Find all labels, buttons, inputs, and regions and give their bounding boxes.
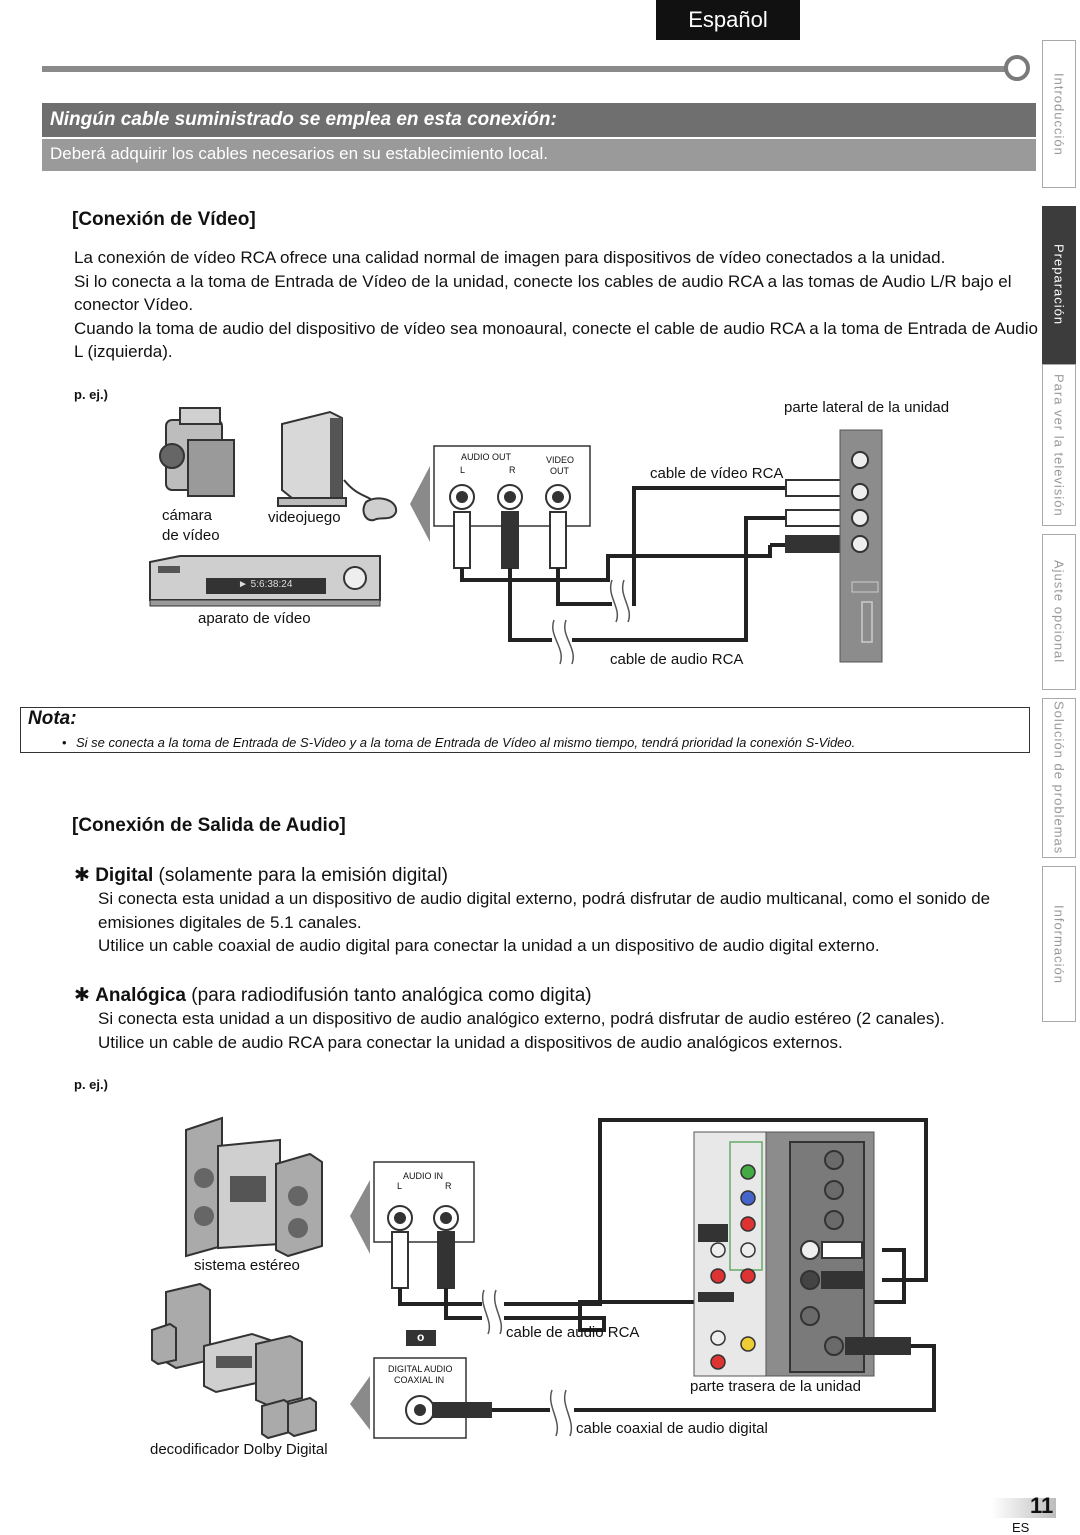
sidebar-item-ajuste-opcional[interactable]: Ajuste opcional (1042, 534, 1076, 690)
analog-body (98, 1007, 1040, 1054)
sidebar-item-solucion-problemas[interactable]: Solución de problemas (1042, 698, 1076, 858)
camcorder-label-2: de vídeo (162, 527, 220, 544)
video-section-heading: [Conexión de Vídeo] (72, 209, 256, 230)
stereo-system-label: sistema estéreo (194, 1257, 300, 1274)
analog-para-1: Si conecta esta unidad a un dispositivo de audio analógico externo, podrá disfrutar de audio estéreo (2 canales). (98, 1009, 945, 1028)
rca-video-cable-label: cable de vídeo RCA (650, 465, 784, 482)
language-tab: Español (656, 0, 800, 40)
digital-heading (74, 864, 448, 887)
nota-text: Si se conecta a la toma de Entrada de S-Video y a la toma de Entrada de Vídeo al mismo tiempo, tendrá prioridad la conexión S-Video. (76, 735, 856, 750)
analog-heading (74, 984, 592, 1007)
rca-audio-cable-label: cable de audio RCA (610, 651, 744, 668)
nota-bullet: • (62, 735, 67, 750)
dolby-decoder-label: decodificador Dolby Digital (150, 1441, 328, 1458)
section-sidebar (1038, 40, 1080, 1040)
digital-para-1: Si conecta esta unidad a un dispositivo de audio digital externo, podrá disfrutar de audio multicanal, como el sonido de emisiones digitales de 5.1 canales. (98, 889, 991, 932)
camcorder-icon (160, 408, 234, 496)
video-para-2: Si lo conecta a la toma de Entrada de Vídeo de la unidad, conecte los cables de audio RCA a las tomas de Audio L/R bajo el conector Vídeo. (74, 271, 1012, 314)
stereo-system-icon (186, 1118, 322, 1256)
coaxial-in-label: COAXIAL IN (394, 1375, 445, 1385)
camcorder-label: cámara (162, 507, 213, 524)
page-lang-code: ES (1012, 1520, 1030, 1535)
analog-para-2: Utilice un cable de audio RCA para conectar la unidad a dispositivos de audio analógicos externos. (98, 1032, 843, 1052)
audio-out-label: AUDIO OUT (461, 452, 512, 462)
audio-in-label: AUDIO IN (403, 1171, 444, 1181)
sidebar-item-ver-television[interactable]: Para ver la televisión (1042, 364, 1076, 526)
digital-title: Digital (95, 865, 154, 886)
nota-title: Nota: (28, 708, 77, 729)
audio-in-l-label: L (397, 1181, 403, 1191)
dolby-decoder-icon (152, 1284, 316, 1438)
vcr-label: aparato de vídeo (198, 610, 311, 627)
digital-para-2: Utilice un cable coaxial de audio digital para conectar la unidad a un dispositivo de audio digital externo. (98, 936, 880, 955)
video-out-label-2: OUT (550, 466, 569, 476)
digital-audio-label: DIGITAL AUDIO (388, 1364, 453, 1374)
audio-example-label: p. ej.) (74, 1077, 108, 1092)
audio-section-heading: [Conexión de Salida de Audio] (72, 815, 346, 836)
banner-title: Ningún cable suministrado se emplea en esta conexión: (42, 103, 1036, 137)
coaxial-cable-label: cable coaxial de audio digital (576, 1420, 768, 1437)
video-para-3: Cuando la toma de audio del dispositivo de vídeo sea monoaural, conecte el cable de audio RCA a la toma de Entrada de Audio L (izquierda). (74, 318, 1038, 361)
video-para-1: La conexión de vídeo RCA ofrece una calidad normal de imagen para dispositivos de vídeo conectados a la unidad. (74, 248, 946, 267)
video-arrow (410, 466, 430, 542)
analog-star-icon: ✱ (74, 985, 90, 1006)
digital-subtitle: (solamente para la emisión digital) (158, 865, 448, 886)
game-console-label: videojuego (268, 509, 341, 526)
sidebar-item-informacion[interactable]: Información (1042, 866, 1076, 1022)
sidebar-item-introduccion[interactable]: Introducción (1042, 40, 1076, 188)
game-console-icon (278, 412, 396, 520)
video-out-label: VIDEO (546, 455, 575, 465)
audio-out-r-label: R (509, 465, 516, 475)
digital-star-icon: ✱ (74, 865, 90, 886)
rca-audio-cable-label-2: cable de audio RCA (506, 1324, 640, 1341)
video-example-label: p. ej.) (74, 387, 108, 402)
sidebar-item-preparacion[interactable]: Preparación (1042, 206, 1076, 364)
digital-body (98, 887, 1040, 958)
or-label: o (417, 1330, 425, 1344)
vcr-display: ► 5:6:38:24 (238, 579, 293, 590)
unit-rear-label: parte trasera de la unidad (690, 1378, 861, 1395)
analog-title: Analógica (95, 985, 187, 1006)
analog-subtitle: (para radiodifusión tanto analógica como digita) (191, 985, 592, 1006)
audio-in-r-label: R (445, 1181, 452, 1191)
page-number: 11 (1030, 1493, 1054, 1518)
audio-out-l-label: L (460, 465, 466, 475)
unit-side-label: parte lateral de la unidad (784, 399, 950, 416)
banner-subtitle: Deberá adquirir los cables necesarios en su establecimiento local. (42, 139, 1036, 171)
